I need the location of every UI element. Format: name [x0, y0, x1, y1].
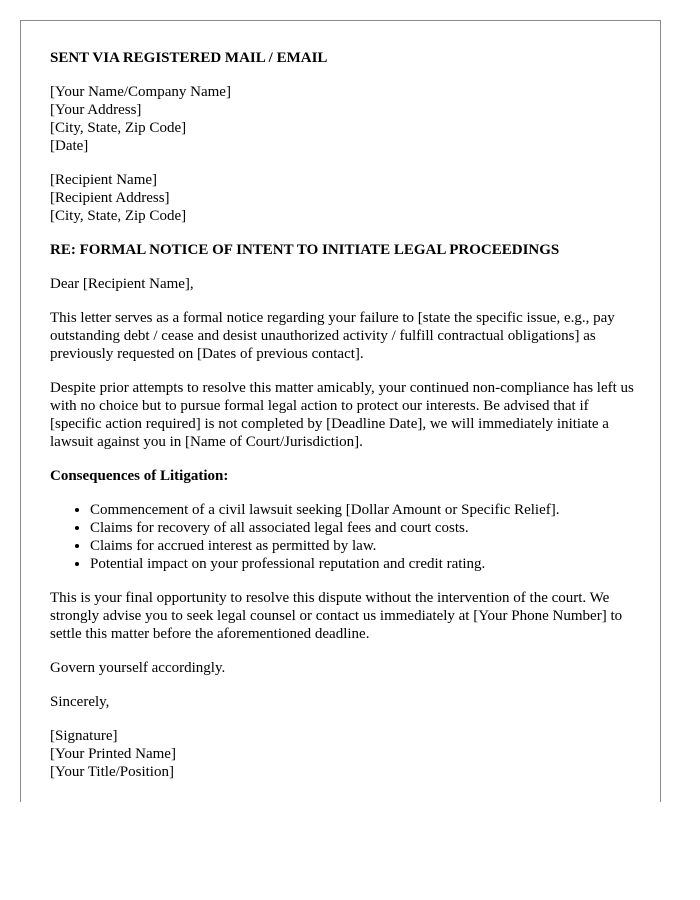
salutation: Dear [Recipient Name], — [50, 276, 194, 292]
signature-block — [50, 727, 640, 781]
letter-page — [20, 20, 661, 802]
signer-title: [Your Title/Position] — [50, 764, 174, 780]
list-item: • Potential impact on your professional reputation and credit rating. — [90, 555, 640, 573]
letter-date: [Date] — [50, 138, 89, 154]
body-paragraph: This letter serves as a formal notice regarding your failure to [state the specific issue, e.g., pay outstanding debt / cease and desist unauthorized activity / fulfill contractual obligations] as previously requested on [Dates of previous contact]. — [50, 310, 615, 362]
sender-block — [50, 83, 640, 155]
letter-body — [50, 49, 640, 797]
sender-address: [Your Address] — [50, 102, 142, 118]
recipient-block — [50, 171, 640, 225]
printed-name: [Your Printed Name] — [50, 746, 176, 762]
signature-placeholder: [Signature] — [50, 728, 118, 744]
closing-line: Govern yourself accordingly. — [50, 660, 226, 676]
sender-name: [Your Name/Company Name] — [50, 84, 231, 100]
consequences-heading: Consequences of Litigation: — [50, 468, 229, 484]
sender-city: [City, State, Zip Code] — [50, 120, 187, 136]
recipient-address: [Recipient Address] — [50, 190, 170, 206]
recipient-city: [City, State, Zip Code] — [50, 208, 187, 224]
list-item: • Claims for accrued interest as permitted by law. — [90, 537, 640, 555]
closing-paragraph: This is your final opportunity to resolve this dispute without the intervention of the court. We strongly advise you to seek legal counsel or contact us immediately at [Your Phone Number] to settle this matter before the aforementioned deadline. — [50, 590, 623, 642]
list-item: • Commencement of a civil lawsuit seeking [Dollar Amount or Specific Relief]. — [90, 501, 640, 519]
consequences-list — [50, 501, 640, 573]
recipient-name: [Recipient Name] — [50, 172, 158, 188]
list-item: • Claims for recovery of all associated legal fees and court costs. — [90, 519, 640, 537]
body-paragraph: Despite prior attempts to resolve this matter amicably, your continued non-compliance has left us with no choice but to pursue formal legal action to protect our interests. Be advised that if [specific action required] is not completed by [Deadline Date], we will immediately initiate a lawsuit against you in [Name of Court/Jurisdiction]. — [50, 380, 634, 450]
subject-line: RE: FORMAL NOTICE OF INTENT TO INITIATE LEGAL PROCEEDINGS — [50, 242, 560, 258]
delivery-method-header: SENT VIA REGISTERED MAIL / EMAIL — [50, 50, 328, 66]
signoff: Sincerely, — [50, 694, 110, 710]
